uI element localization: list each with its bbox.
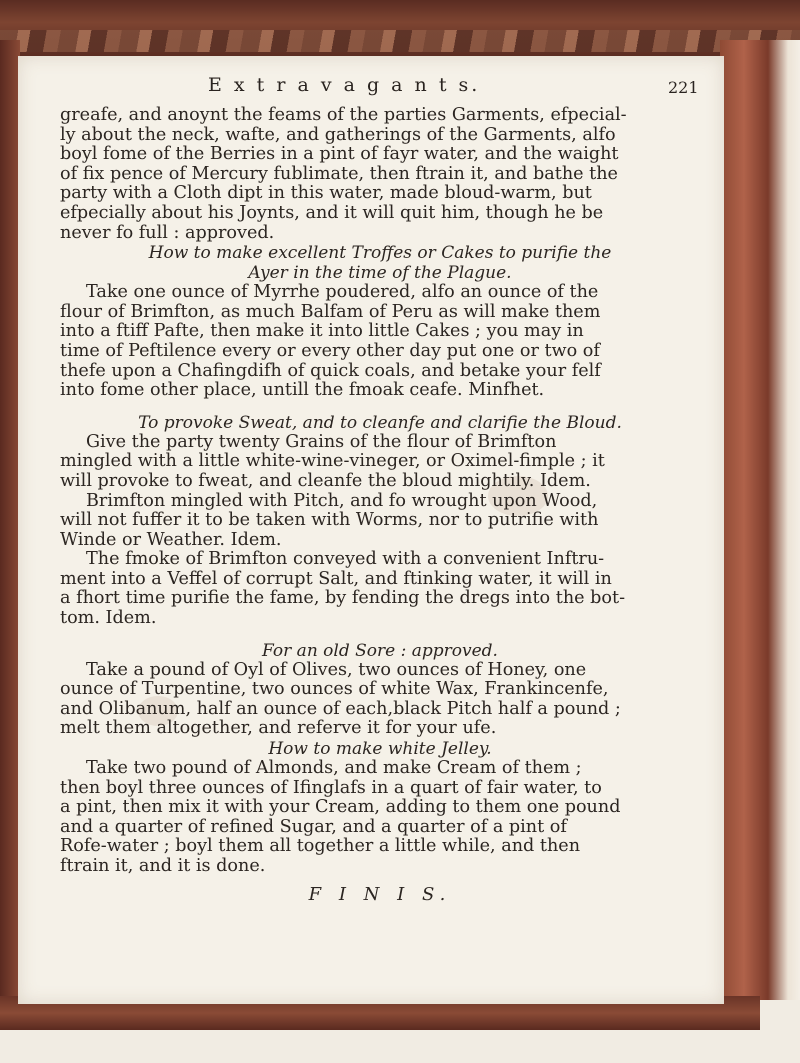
paragraph-white-jelly	[60, 759, 700, 877]
text-line: Rofe-water ; boyl them all together a little while, and then	[60, 837, 581, 857]
book-board-right	[720, 40, 800, 1020]
page-text	[60, 106, 700, 907]
text-line: Take a pound of Oyl of Olives, two ounces of Honey, one	[86, 660, 587, 680]
text-line: time of Peftilence every or every other day put one or two of	[60, 341, 600, 361]
text-line: efpecially about his Joynts, and it will quit him, though he be	[60, 203, 604, 223]
text-line: a fhort time purifie the fame, by fending the dregs into the bot-	[60, 589, 626, 609]
text-line: melt them altogether, and referve it for your ufe.	[60, 719, 497, 739]
text-line: a pint, then mix it with your Cream, adding to them one pound	[60, 798, 621, 818]
text-line: Take one ounce of Myrrhe poudered, alfo an ounce of the	[86, 283, 599, 303]
paragraph-sweat	[60, 433, 700, 492]
text-line: Winde or Weather. Idem.	[60, 530, 282, 550]
text-line: into fome other place, untill the fmoak ceafe. Minfhet.	[60, 381, 545, 401]
text-line: never fo full : approved.	[60, 223, 275, 243]
recipe-heading: How to make excellent Troffes or Cakes to purifie the	[148, 243, 612, 264]
paragraph-anointing	[60, 106, 700, 243]
page-header	[18, 74, 724, 104]
text-line: will not fuffer it to be taken with Worms, nor to putrifie with	[60, 511, 599, 531]
spacer	[60, 401, 700, 413]
text-line: will provoke to fweat, and cleanfe the bloud mightily. Idem.	[60, 471, 591, 491]
text-line: boyl fome of the Berries in a pint of fayr water, and the waight	[60, 145, 619, 165]
text-line: of fix pence of Mercury fublimate, then ftrain it, and bathe the	[60, 164, 618, 184]
page-number: 221	[668, 78, 699, 97]
paragraph-old-sore	[60, 661, 700, 739]
recipe-heading: To provoke Sweat, and to cleanfe and clarifie the Bloud.	[138, 412, 622, 433]
paragraph-troches	[60, 283, 700, 401]
text-line: Give the party twenty Grains of the flour of Brimfton	[86, 432, 557, 452]
recipe-heading: Ayer in the time of the Plague.	[248, 263, 512, 284]
text-line: mingled with a little white-wine-vineger, or Oximel-fimple ; it	[60, 452, 605, 472]
spacer	[60, 629, 700, 641]
book-board-left	[0, 40, 20, 1020]
recipe-heading: For an old Sore : approved.	[262, 640, 498, 661]
text-line: ly about the neck, wafte, and gatherings of the Garments, alfo	[60, 125, 616, 145]
marbled-edge-top	[0, 30, 800, 52]
text-line: tom. Idem.	[60, 609, 157, 629]
paragraph-brimstone-pitch	[60, 492, 700, 551]
running-head: E x t r a v a g a n t s.	[208, 74, 481, 96]
text-line: flour of Brimfton, as much Balfam of Peru as will make them	[60, 302, 601, 322]
text-line: then boyl three ounces of Ifinglafs in a quart of fair water, to	[60, 778, 602, 798]
text-line: Take two pound of Almonds, and make Cream of them ;	[86, 759, 582, 779]
text-line: party with a Cloth dipt in this water, made bloud-warm, but	[60, 184, 592, 204]
text-line: and Olibanum, half an ounce of each,black Pitch half a pound ;	[60, 699, 621, 719]
paragraph-brimstone-smoke	[60, 550, 700, 628]
text-line: Brimfton mingled with Pitch, and fo wrought upon Wood,	[86, 491, 598, 511]
text-line: greafe, and anoynt the feams of the parties Garments, efpecial-	[60, 106, 627, 125]
text-line: and a quarter of refined Sugar, and a quarter of a pint of	[60, 817, 567, 837]
finis-mark: F I N I S.	[308, 883, 452, 905]
text-line: thefe upon a Chafingdifh of quick coals, and betake your felf	[60, 361, 601, 381]
recipe-heading: How to make white Jelley.	[268, 739, 492, 760]
text-line: The fmoke of Brimfton conveyed with a convenient Inftru-	[86, 550, 605, 570]
book-page	[18, 56, 724, 1004]
text-line: into a ftiff Pafte, then make it into little Cakes ; you may in	[60, 322, 584, 342]
text-line: ftrain it, and it is done.	[60, 857, 266, 876]
text-line: ment into a Veffel of corrupt Salt, and ftinking water, it will in	[60, 569, 612, 589]
text-line: ounce of Turpentine, two ounces of white Wax, Frankincenfe,	[60, 680, 609, 700]
